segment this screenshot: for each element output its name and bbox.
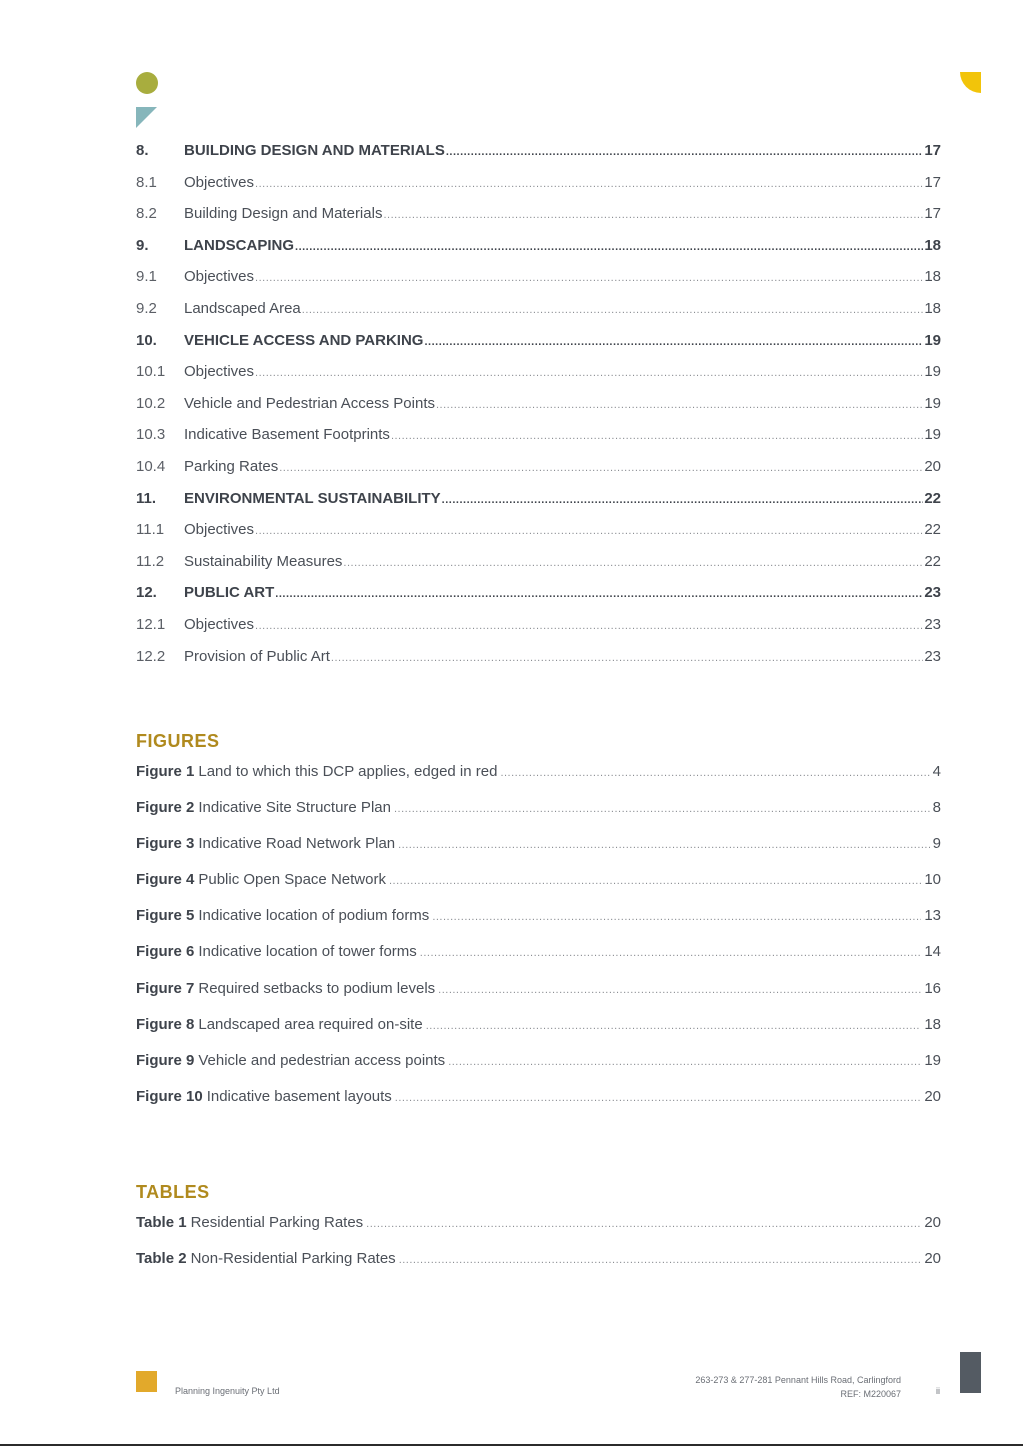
dot-leader [398,839,930,851]
toc-entry[interactable] [136,268,941,300]
toc-entry[interactable] [136,616,941,648]
figure-entry-page: 8 [932,799,941,817]
figure-entry-page: 14 [924,943,941,961]
dot-leader [255,367,923,379]
figure-entry-caption: Indicative basement layouts [206,1087,392,1105]
toc-entry[interactable] [136,300,941,332]
toc-entry-title: Indicative Basement Footprints [184,426,390,444]
toc-entry[interactable] [136,205,941,237]
dot-leader [366,1218,921,1230]
toc-entry-page: 18 [924,268,941,286]
figure-entry-label: Figure 10 [136,1087,203,1105]
toc-entry-title: BUILDING DESIGN AND MATERIALS [184,142,445,159]
figure-entry[interactable] [136,943,941,979]
dot-leader [500,767,929,779]
toc-entry-number: 8.1 [136,173,157,191]
toc-entry-title: Building Design and Materials [184,205,383,223]
figure-entry-caption: Indicative location of podium forms [198,907,430,925]
figure-entry-label: Figure 7 [136,979,195,997]
toc-entry[interactable] [136,332,941,364]
toc-entry-number: 10.4 [136,457,166,475]
dot-leader [255,620,923,632]
toc-entry-number: 10.3 [136,426,166,444]
figure-entry[interactable] [136,871,941,907]
table-entry-label: Table 2 [136,1250,187,1268]
dot-leader [442,494,924,506]
toc-entry-page: 18 [924,236,941,254]
toc-entry-number: 12.1 [136,615,166,633]
toc-entry-page: 17 [924,205,941,223]
dot-leader [302,304,924,316]
figure-entry[interactable] [136,799,941,835]
tables-list [136,1214,941,1286]
figures-heading: FIGURES [136,731,220,751]
figure-entry-caption: Required setbacks to podium levels [198,979,436,997]
figure-entry[interactable] [136,835,941,871]
dot-leader [395,1092,922,1104]
table-entry-page: 20 [924,1250,941,1268]
toc-entry[interactable] [136,237,941,269]
toc-entry-number: 9.1 [136,268,157,286]
figure-entry-page: 13 [924,907,941,925]
toc-entry-number: 12.2 [136,647,166,665]
figure-entry-label: Figure 2 [136,799,195,817]
toc-entry-number: 11.1 [136,521,165,539]
toc-entry[interactable] [136,395,941,427]
figure-entry-label: Figure 5 [136,907,195,925]
figure-entry[interactable] [136,1052,941,1088]
figure-entry-page: 4 [932,763,941,780]
figure-entry-caption: Indicative Road Network Plan [198,835,396,853]
figure-entry-page: 19 [924,1051,941,1069]
toc-entry-page: 23 [924,647,941,665]
figure-entry-page: 20 [924,1087,941,1105]
toc-entry[interactable] [136,490,941,522]
toc-entry[interactable] [136,363,941,395]
toc-entry-title: Objectives [184,173,255,191]
toc-entry-number: 12. [136,584,157,602]
figure-entry-caption: Landscaped area required on-site [198,1015,423,1033]
dot-leader [279,462,923,474]
dot-leader [255,178,923,190]
dot-leader [391,430,923,442]
toc-entry-title: Objectives [184,363,255,381]
toc-entry-number: 9.2 [136,299,157,317]
toc-entry-title: LANDSCAPING [184,236,295,254]
footer-address: 263-273 & 277-281 Pennant Hills Road, Carlingford [695,1375,901,1385]
bottom-border [0,1444,1023,1446]
dot-leader [255,525,923,537]
table-entry-label: Table 1 [136,1214,187,1231]
footer-decorative-bar [960,1352,981,1393]
footer-reference: REF: M220067 [840,1389,901,1399]
toc-entry-page: 23 [924,584,941,602]
toc-entry[interactable] [136,584,941,616]
toc-entry-title: Objectives [184,268,255,286]
toc-entry-page: 19 [924,331,941,349]
toc-entry-page: 17 [924,142,941,159]
toc-entry-title: VEHICLE ACCESS AND PARKING [184,331,424,349]
toc-entry-page: 19 [924,394,941,412]
dot-leader [448,1056,921,1068]
toc-entry-number: 11. [136,489,157,507]
figure-entry-label: Figure 6 [136,943,195,961]
toc-entry-title: PUBLIC ART [184,584,275,602]
toc-entry-number: 8.2 [136,205,157,223]
figure-entry[interactable] [136,1016,941,1052]
toc-entry-page: 23 [924,615,941,633]
dot-leader [446,146,923,158]
toc-entry-title: ENVIRONMENTAL SUSTAINABILITY [184,489,441,507]
toc-entry-page: 22 [924,552,941,570]
figure-entry-caption: Indicative location of tower forms [198,943,417,961]
figure-entry-page: 18 [924,1015,941,1033]
dot-leader [399,1254,922,1266]
toc-entry-page: 18 [924,299,941,317]
dot-leader [394,803,930,815]
table-entry-caption: Non-Residential Parking Rates [190,1250,396,1268]
toc-entry-title: Objectives [184,615,255,633]
figure-entry-caption: Indicative Site Structure Plan [198,799,391,817]
figure-entry-label: Figure 4 [136,871,195,889]
dot-leader [275,588,923,600]
dot-leader [426,1020,922,1032]
dot-leader [331,652,923,664]
figure-entry[interactable] [136,980,941,1016]
table-entry[interactable] [136,1214,941,1250]
footer-address-block [695,1373,901,1401]
toc-entry-page: 17 [924,173,941,191]
toc-entry-title: Objectives [184,521,255,539]
footer-page-number: ii [936,1386,940,1396]
table-entry-caption: Residential Parking Rates [190,1214,364,1231]
footer-logo-square-icon [136,1371,157,1392]
toc-entry-title: Parking Rates [184,457,279,475]
toc-entry-page: 20 [924,457,941,475]
figures-list [136,763,941,1124]
figure-entry[interactable] [136,1088,941,1124]
table-of-contents [136,142,941,679]
toc-entry-number: 9. [136,236,149,254]
figure-entry-label: Figure 1 [136,763,195,780]
toc-entry-title: Sustainability Measures [184,552,343,570]
toc-entry-title: Landscaped Area [184,299,301,317]
dot-leader [438,984,921,996]
toc-entry-number: 10. [136,331,157,349]
toc-entry[interactable] [136,174,941,206]
figure-entry-label: Figure 3 [136,835,195,853]
decorative-triangle-icon [136,107,157,128]
table-entry[interactable] [136,1250,941,1286]
figure-entry[interactable] [136,907,941,943]
toc-entry-number: 10.1 [136,363,166,381]
dot-leader [343,557,923,569]
toc-entry-page: 19 [924,363,941,381]
toc-entry[interactable] [136,521,941,553]
toc-entry-title: Provision of Public Art [184,647,330,665]
table-entry-page: 20 [924,1214,941,1231]
decorative-quarter-circle-icon [960,72,981,93]
tables-heading: TABLES [136,1182,210,1202]
dot-leader [389,875,921,887]
figure-entry-caption: Public Open Space Network [198,871,386,889]
toc-entry-number: 10.2 [136,394,166,412]
toc-entry[interactable] [136,426,941,458]
dot-leader [420,947,922,959]
toc-entry[interactable] [136,458,941,490]
dot-leader [383,209,923,221]
figure-entry-caption: Vehicle and pedestrian access points [198,1051,446,1069]
toc-entry-page: 22 [924,521,941,539]
dot-leader [255,272,923,284]
toc-entry-page: 19 [924,426,941,444]
figure-entry-page: 10 [924,871,941,889]
dot-leader [424,336,923,348]
figure-entry[interactable] [136,763,941,799]
dot-leader [432,911,921,923]
dot-leader [436,399,923,411]
toc-entry-number: 8. [136,142,149,159]
toc-entry-number: 11.2 [136,552,165,570]
footer-company-name: Planning Ingenuity Pty Ltd [175,1386,280,1396]
toc-entry-title: Vehicle and Pedestrian Access Points [184,394,435,412]
figure-entry-label: Figure 8 [136,1015,195,1033]
toc-entry[interactable] [136,142,941,174]
toc-entry-page: 22 [924,489,941,507]
figure-entry-page: 9 [932,835,941,853]
figure-entry-label: Figure 9 [136,1051,195,1069]
figure-entry-page: 16 [924,979,941,997]
dot-leader [295,241,923,253]
figure-entry-caption: Land to which this DCP applies, edged in red [198,763,498,780]
toc-entry[interactable] [136,648,941,680]
decorative-circle-icon [136,72,158,94]
toc-entry[interactable] [136,553,941,585]
